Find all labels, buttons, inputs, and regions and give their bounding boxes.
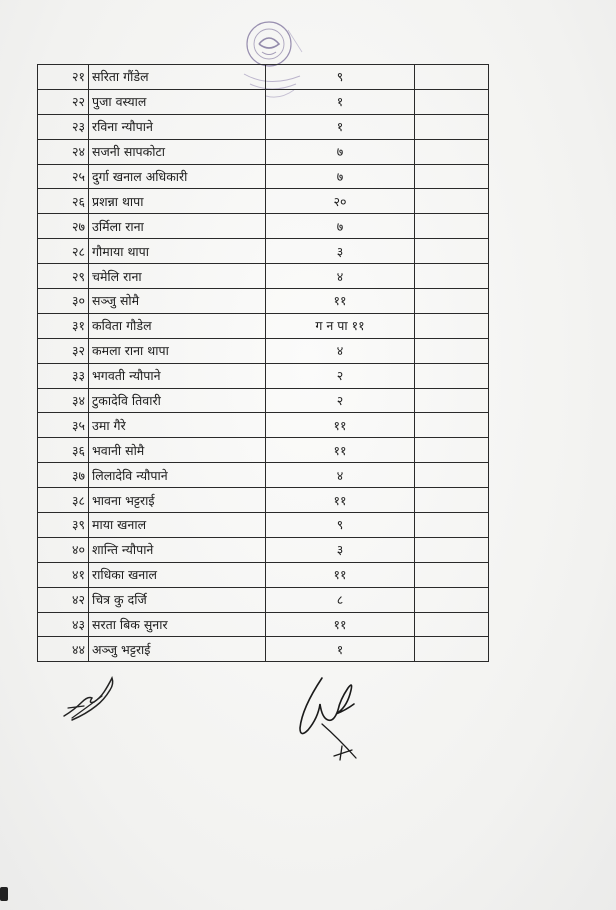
- table-row: [38, 513, 489, 538]
- blank-cell: [415, 313, 489, 338]
- table-row: [38, 313, 489, 338]
- serial-number-cell: ३३: [38, 363, 89, 388]
- name-cell: रविना न्यौपाने: [89, 114, 266, 139]
- value-cell: ४: [266, 463, 415, 488]
- table-row: [38, 438, 489, 463]
- serial-number-cell: ४२: [38, 587, 89, 612]
- name-cell: माया खनाल: [89, 513, 266, 538]
- table-row: [38, 587, 489, 612]
- blank-cell: [415, 438, 489, 463]
- serial-number-cell: ३९: [38, 513, 89, 538]
- blank-cell: [415, 488, 489, 513]
- table-row: [38, 537, 489, 562]
- serial-number-cell: ३६: [38, 438, 89, 463]
- name-cell: उर्मिला राना: [89, 214, 266, 239]
- name-cell: लिलादेवि न्यौपाने: [89, 463, 266, 488]
- name-cell: पुजा वस्याल: [89, 89, 266, 114]
- serial-number-cell: ४०: [38, 537, 89, 562]
- serial-number-cell: ४४: [38, 637, 89, 662]
- value-cell: ३: [266, 537, 415, 562]
- table-row: [38, 139, 489, 164]
- serial-number-cell: ३८: [38, 488, 89, 513]
- roster-table: [37, 64, 489, 662]
- blank-cell: [415, 89, 489, 114]
- name-cell: सजनी सापकोटा: [89, 139, 266, 164]
- name-cell: कमला राना थापा: [89, 338, 266, 363]
- roster-table-body: [38, 65, 489, 662]
- blank-cell: [415, 114, 489, 139]
- table-row: [38, 488, 489, 513]
- value-cell: २: [266, 388, 415, 413]
- name-cell: सञ्जु सोमै: [89, 289, 266, 314]
- table-row: [38, 338, 489, 363]
- blank-cell: [415, 463, 489, 488]
- table-row: [38, 89, 489, 114]
- value-cell: ४: [266, 264, 415, 289]
- value-cell: ३: [266, 239, 415, 264]
- value-cell: १: [266, 637, 415, 662]
- blank-cell: [415, 388, 489, 413]
- table-row: [38, 239, 489, 264]
- edge-mark: [0, 887, 8, 901]
- name-cell: शान्ति न्यौपाने: [89, 537, 266, 562]
- value-cell: ११: [266, 438, 415, 463]
- table-row: [38, 363, 489, 388]
- name-cell: सरता बिक सुनार: [89, 612, 266, 637]
- table-row: [38, 65, 489, 90]
- value-cell: ११: [266, 289, 415, 314]
- table-row: [38, 189, 489, 214]
- blank-cell: [415, 289, 489, 314]
- name-cell: सरिता गौंडेल: [89, 65, 266, 90]
- right-signature: [292, 668, 392, 764]
- value-cell: ११: [266, 612, 415, 637]
- table-row: [38, 388, 489, 413]
- name-cell: चित्र कु दर्जि: [89, 587, 266, 612]
- name-cell: राधिका खनाल: [89, 562, 266, 587]
- blank-cell: [415, 413, 489, 438]
- serial-number-cell: ३७: [38, 463, 89, 488]
- serial-number-cell: ३४: [38, 388, 89, 413]
- serial-number-cell: ३०: [38, 289, 89, 314]
- table-row: [38, 289, 489, 314]
- serial-number-cell: ३२: [38, 338, 89, 363]
- serial-number-cell: २३: [38, 114, 89, 139]
- blank-cell: [415, 363, 489, 388]
- value-cell: १: [266, 114, 415, 139]
- table-row: [38, 637, 489, 662]
- name-cell: प्रशन्ना थापा: [89, 189, 266, 214]
- table-row: [38, 413, 489, 438]
- value-cell: ७: [266, 164, 415, 189]
- name-cell: भगवती न्यौपाने: [89, 363, 266, 388]
- serial-number-cell: २६: [38, 189, 89, 214]
- name-cell: चमेलि राना: [89, 264, 266, 289]
- name-cell: टुकादेवि तिवारी: [89, 388, 266, 413]
- blank-cell: [415, 189, 489, 214]
- blank-cell: [415, 239, 489, 264]
- value-cell: ९: [266, 65, 415, 90]
- value-cell: ११: [266, 562, 415, 587]
- blank-cell: [415, 587, 489, 612]
- table-row: [38, 264, 489, 289]
- blank-cell: [415, 612, 489, 637]
- value-cell: ७: [266, 139, 415, 164]
- name-cell: कविता गौडेल: [89, 313, 266, 338]
- blank-cell: [415, 637, 489, 662]
- value-cell: २: [266, 363, 415, 388]
- blank-cell: [415, 513, 489, 538]
- blank-cell: [415, 264, 489, 289]
- table-row: [38, 463, 489, 488]
- serial-number-cell: २८: [38, 239, 89, 264]
- serial-number-cell: २९: [38, 264, 89, 289]
- blank-cell: [415, 562, 489, 587]
- value-cell: ग न पा ११: [266, 313, 415, 338]
- table-row: [38, 562, 489, 587]
- blank-cell: [415, 65, 489, 90]
- serial-number-cell: ३५: [38, 413, 89, 438]
- serial-number-cell: २७: [38, 214, 89, 239]
- serial-number-cell: २१: [38, 65, 89, 90]
- value-cell: ७: [266, 214, 415, 239]
- blank-cell: [415, 338, 489, 363]
- serial-number-cell: ४१: [38, 562, 89, 587]
- serial-number-cell: २५: [38, 164, 89, 189]
- name-cell: गौमाया थापा: [89, 239, 266, 264]
- value-cell: ९: [266, 513, 415, 538]
- table-row: [38, 214, 489, 239]
- left-signature: [58, 672, 122, 722]
- blank-cell: [415, 164, 489, 189]
- value-cell: ११: [266, 413, 415, 438]
- name-cell: दुर्गा खनाल अधिकारी: [89, 164, 266, 189]
- blank-cell: [415, 214, 489, 239]
- value-cell: २०: [266, 189, 415, 214]
- table-row: [38, 114, 489, 139]
- name-cell: भावना भट्टराई: [89, 488, 266, 513]
- table-row: [38, 612, 489, 637]
- value-cell: ८: [266, 587, 415, 612]
- blank-cell: [415, 537, 489, 562]
- serial-number-cell: ४३: [38, 612, 89, 637]
- value-cell: ४: [266, 338, 415, 363]
- serial-number-cell: २२: [38, 89, 89, 114]
- value-cell: १: [266, 89, 415, 114]
- serial-number-cell: २४: [38, 139, 89, 164]
- blank-cell: [415, 139, 489, 164]
- value-cell: ११: [266, 488, 415, 513]
- table-row: [38, 164, 489, 189]
- name-cell: भवानी सोमै: [89, 438, 266, 463]
- name-cell: उमा गैरे: [89, 413, 266, 438]
- name-cell: अञ्जु भट्टराई: [89, 637, 266, 662]
- serial-number-cell: ३१: [38, 313, 89, 338]
